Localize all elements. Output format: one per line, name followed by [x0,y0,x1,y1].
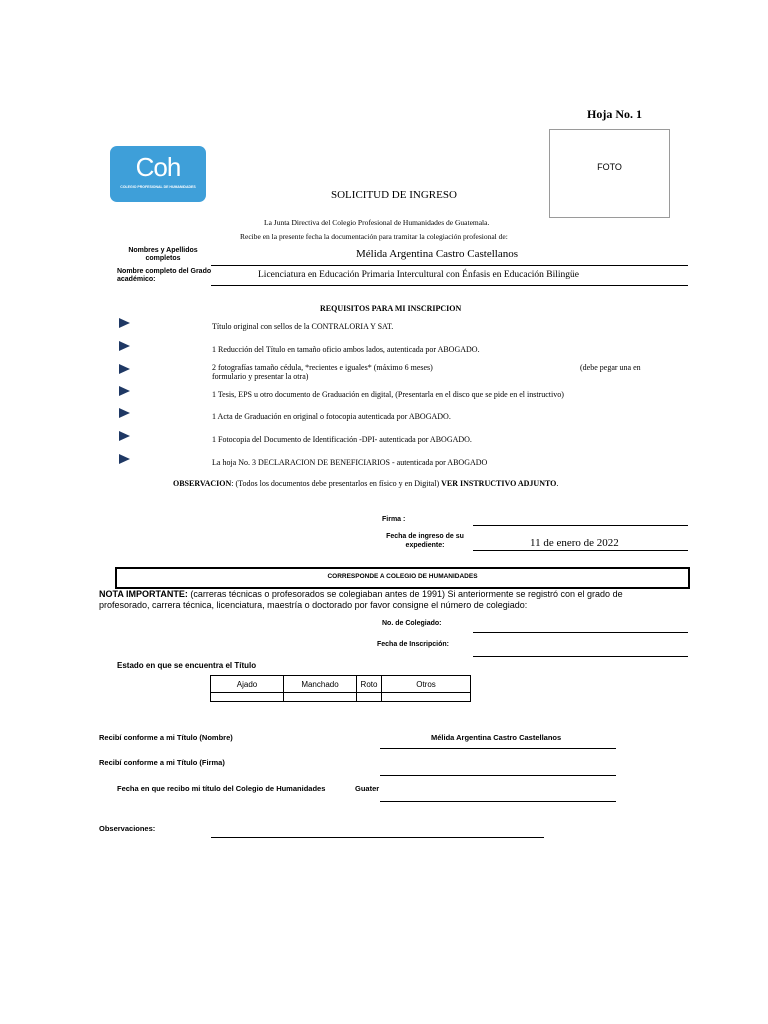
estado-cell-ajado[interactable] [211,693,284,702]
college-logo [110,146,206,202]
bullet-arrow-icon [119,341,130,351]
recibo-nombre-line [380,748,616,749]
observacion-label: OBSERVACION [173,479,232,488]
recibo-fecha-label: Fecha en que recibo mi título del Colegio de Humanidades [117,784,326,793]
requirement-item-3-note: (debe pegar una en [580,363,641,372]
estado-col-manchado: Manchado [284,676,357,693]
firma-line[interactable] [473,525,688,526]
observacion-end: . [556,479,559,488]
colegio-box-title: CORRESPONDE A COLEGIO DE HUMANIDADES [327,573,478,580]
estado-cell-roto[interactable] [357,693,382,702]
colegio-box [115,567,690,589]
recibo-nombre-value[interactable]: Mélida Argentina Castro Castellanos [431,733,562,742]
observaciones-line[interactable] [211,837,544,838]
observacion-note [173,479,558,488]
estado-col-otros: Otros [382,676,471,693]
observacion-bold: VER INSTRUCTIVO ADJUNTO [441,479,557,488]
estado-table [210,675,471,702]
estado-col-roto: Roto [357,676,382,693]
fecha-ingreso-value[interactable]: 11 de enero de 2022 [530,537,619,549]
requirement-item-3-line2: formulario y presentar la otra) [212,372,309,381]
bullet-arrow-icon [119,386,130,396]
name-value[interactable]: Mélida Argentina Castro Castellanos [356,248,519,260]
observacion-text: : (Todos los documentos debe presentarlos en físico y en Digital) [231,479,440,488]
recibo-firma-line[interactable] [380,775,616,776]
recibo-fecha-line [380,801,616,802]
estado-input-row [211,693,471,702]
requirement-item-1: Título original con sellos de la CONTRALORIA Y SAT. [212,322,394,331]
requirements-title: REQUISITOS PARA MI INSCRIPCION [320,304,462,313]
nota-text: (carreras técnicas o profesorados se colegiaban antes de 1991) Si anteriormente se registró con el grado de profesorado, carrera técnica, licenciatura, maestría o doctorado por favor consigne el número de colegiado: [99,589,623,610]
estado-cell-manchado[interactable] [284,693,357,702]
requirement-item-5: 1 Acta de Graduación en original o fotocopia autenticada por ABOGADO. [212,412,451,421]
fecha-inscripcion-line[interactable] [473,656,688,657]
bullet-arrow-icon [119,318,130,328]
photo-box [549,129,670,218]
degree-label: Nombre completo del Grado académico: [117,268,212,283]
recibo-nombre-label: Recibí conforme a mi Título (Nombre) [99,733,233,742]
no-colegiado-line[interactable] [473,632,688,633]
bullet-arrow-icon [119,364,130,374]
estado-cell-otros[interactable] [382,693,471,702]
estado-header-row [211,676,471,693]
requirement-item-3: 2 fotografías tamaño cédula, *recientes e iguales* (máximo 6 meses) [212,363,433,372]
bullet-arrow-icon [119,408,130,418]
observaciones-label: Observaciones: [99,824,156,833]
bullet-arrow-icon [119,454,130,464]
form-title: SOLICITUD DE INGRESO [331,189,457,201]
name-label: Nombres y Apellidos completos [128,247,198,262]
logo-text: Coh [135,152,181,182]
no-colegiado-label: No. de Colegiado: [382,620,442,627]
photo-label: FOTO [597,162,622,172]
recibo-firma-label: Recibí conforme a mi Título (Firma) [99,758,225,767]
fecha-inscripcion-label: Fecha de Inscripción: [377,641,449,648]
hoja-number: Hoja No. 1 [587,107,642,121]
degree-underline [211,285,688,286]
firma-label: Firma : [382,516,406,523]
intro-line-1: La Junta Directiva del Colegio Profesional de Humanidades de Guatemala. [264,218,490,227]
requirement-item-7: La hoja No. 3 DECLARACION DE BENEFICIARIOS - autenticada por ABOGADO [212,458,488,467]
bullet-arrow-icon [119,431,130,441]
recibo-fecha-value[interactable]: Guater [355,784,380,793]
requirement-item-4: 1 Tesis, EPS u otro documento de Graduación en digital, (Presentarla en el disco que se pide en el instructivo) [212,390,564,399]
requirement-item-6: 1 Fotocopia del Documento de Identificación -DPI- autenticada por ABOGADO. [212,435,472,444]
degree-value[interactable]: Licenciatura en Educación Primaria Intercultural con Énfasis en Educación Bilingüe [258,270,580,280]
estado-col-ajado: Ajado [211,676,284,693]
fecha-ingreso-label: Fecha de ingreso de su expediente: [386,533,464,549]
nota-label: NOTA IMPORTANTE: [99,589,188,599]
nota-importante [99,589,659,611]
fecha-ingreso-line [473,550,688,551]
requirement-item-2: 1 Reducción del Título en tamaño oficio ambos lados, autenticada por ABOGADO. [212,345,480,354]
name-underline [211,265,688,266]
estado-label: Estado en que se encuentra el Título [117,661,257,670]
intro-line-2: Recibe en la presente fecha la documentación para tramitar la colegiación profesional de: [240,232,508,241]
logo-subtext: COLEGIO PROFESIONAL DE HUMANIDADES [120,185,196,189]
